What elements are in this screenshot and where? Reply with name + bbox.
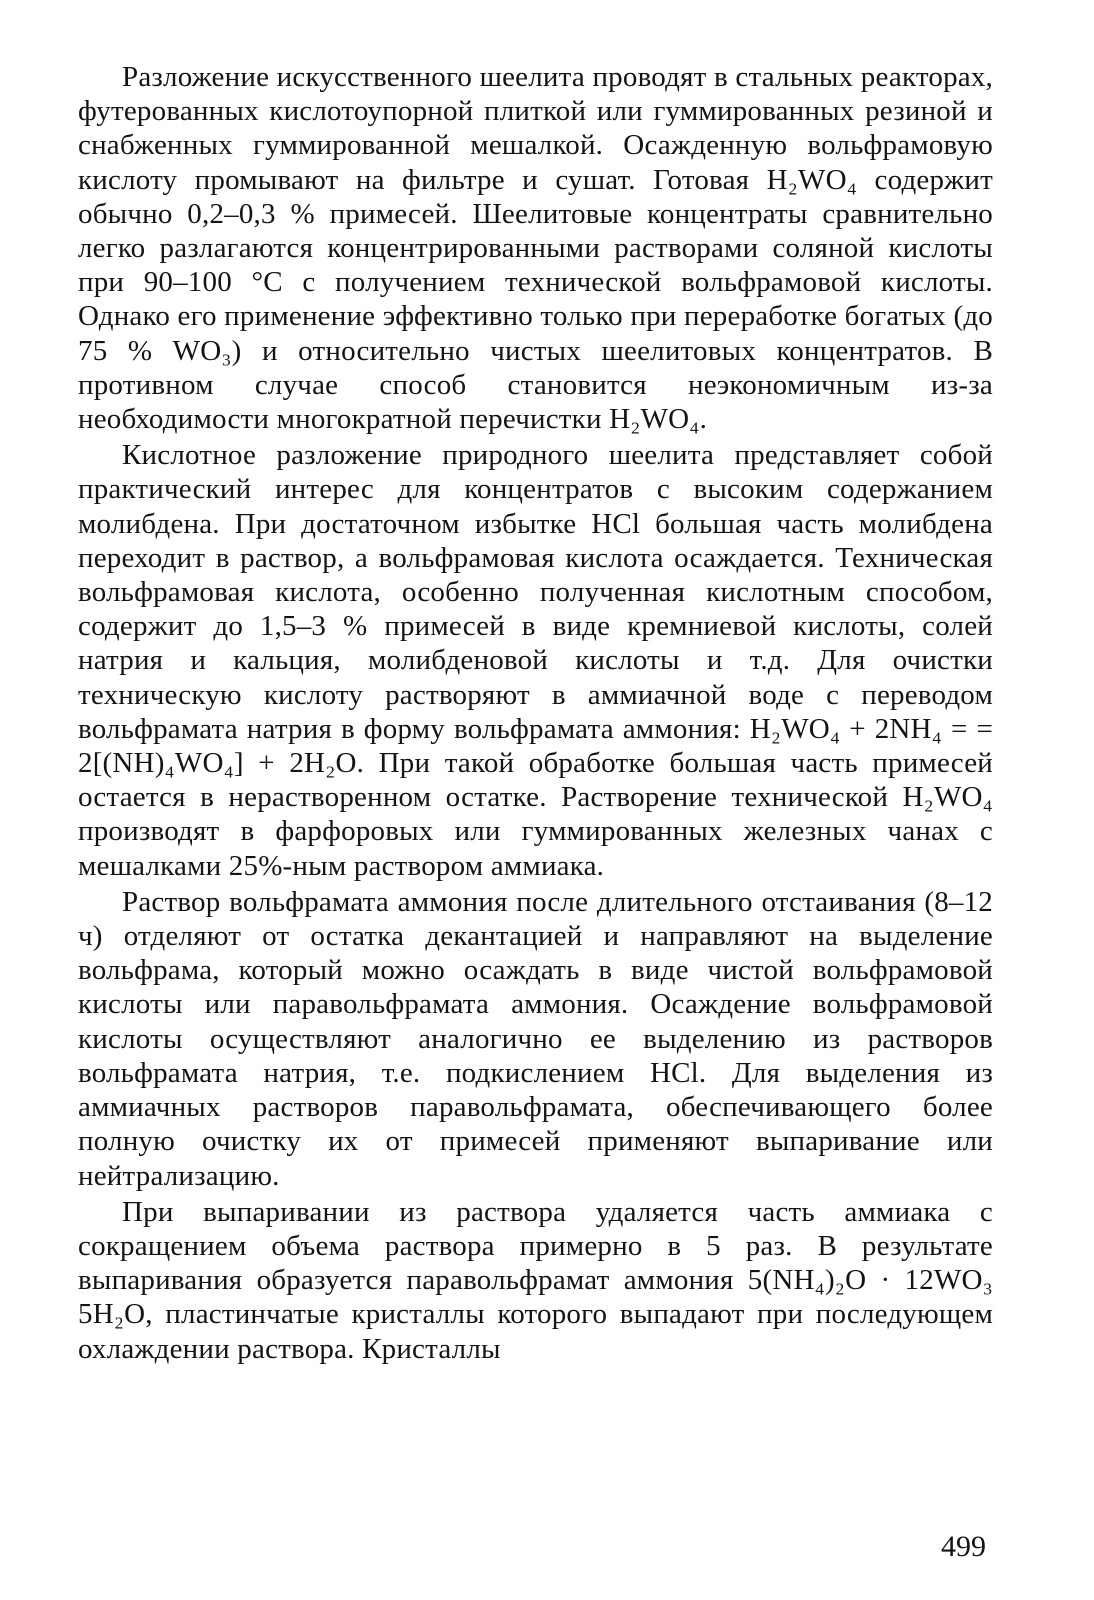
paragraph-acid-decomposition: Кислотное разложение природного шеелита представляет собой практический интерес для концентратов с высоким содержанием молибдена. При достаточном избытке HCl большая часть молибдена переходит в раствор, а вольфрамовая кислота осаждается. Техническая вольфрамовая кислота, особенно полученная кислотным способом, содержит до 1,5–3 % примесей в виде кремниевой кислоты, солей натрия и кальция, молибденовой кислоты и т.д. Для очистки техническую кислоту растворяют в аммиачной воде с переводом вольфрамата натрия в форму вольфрамата аммония: H₂WO₄ + 2NH₄ = = 2[(NH)₄WO₄] + 2H₂O. При такой обработке большая часть примесей остается в нерастворенном остатке. Растворение технической H₂WO₄ производят в фарфоровых или гуммированных железных чанах с мешалками 25%-ным раствором аммиака. (78, 439, 993, 882)
page-number: 499 (941, 1530, 986, 1563)
paragraph-evaporation: При выпаривании из раствора удаляется часть аммиака с сокращением объема раствора примерно в 5 раз. В результате выпаривания образуется паравольфрамат аммония 5(NH₄)₂O · 12WO₃ 5H₂O, пластинчатые кристаллы которого выпадают при последующем охлаждении раствора. Кристаллы (78, 1195, 993, 1365)
book-page (78, 60, 993, 1366)
paragraph-ammonium-tungstate-solution: Раствор вольфрамата аммония после длительного отстаивания (8–12 ч) отделяют от остатка декантацией и направляют на выделение вольфрама, который можно осаждать в виде чистой вольфрамовой кислоты или паравольфрамата аммония. Осаждение вольфрамовой кислоты осуществляют аналогично ее выделению из растворов вольфрамата натрия, т.е. подкислением HCl. Для выделения из аммиачных растворов паравольфрамата, обеспечивающего более полную очистку их от примесей применяют выпаривание или нейтрализацию. (78, 885, 993, 1192)
paragraph-scheelite-decomposition: Разложение искусственного шеелита проводят в стальных реакторах, футерованных кислотоупорной плиткой или гуммированных резиной и снабженных гуммированной мешалкой. Осажденную вольфрамовую кислоту промывают на фильтре и сушат. Готовая H₂WO₄ содержит обычно 0,2–0,3 % примесей. Шеелитовые концентраты сравнительно легко разлагаются концентрированными растворами соляной кислоты при 90–100 °C с получением технической вольфрамовой кислоты. Однако его применение эффективно только при переработке богатых (до 75 % WO₃) и относительно чистых шеелитовых концентратов. В противном случае способ становится неэкономичным из-за необходимости многократной перечистки H₂WO₄. (78, 61, 993, 436)
